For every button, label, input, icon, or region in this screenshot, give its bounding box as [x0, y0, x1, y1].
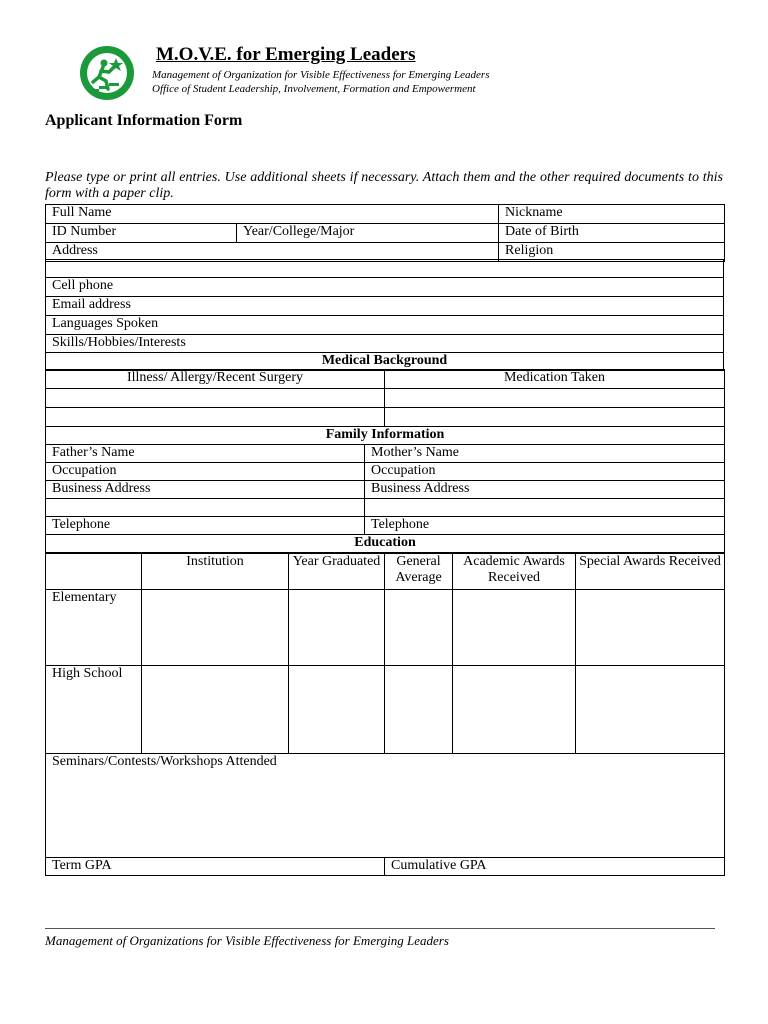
id-number-field[interactable]: ID Number [46, 224, 237, 243]
father-business-address-continuation[interactable] [46, 499, 365, 517]
mother-telephone-field[interactable]: Telephone [365, 517, 725, 535]
email-field[interactable]: Email address [46, 297, 724, 316]
family-table [45, 426, 725, 553]
elementary-average-field[interactable] [385, 590, 453, 666]
illness-column-header: Illness/ Allergy/Recent Surgery [46, 370, 385, 389]
illness-field-1[interactable] [46, 389, 385, 408]
footer-text: Management of Organizations for Visible Effectiveness for Emerging Leaders [45, 933, 449, 948]
medication-field-2[interactable] [385, 408, 725, 427]
high-school-average-field[interactable] [385, 666, 453, 754]
skills-field[interactable]: Skills/Hobbies/Interests [46, 335, 724, 353]
father-telephone-field[interactable]: Telephone [46, 517, 365, 535]
high-school-year-field[interactable] [289, 666, 385, 754]
mother-name-field[interactable]: Mother’s Name [365, 445, 725, 463]
nickname-field[interactable]: Nickname [499, 205, 725, 224]
full-name-field[interactable]: Full Name [46, 205, 499, 224]
high-school-special-awards-field[interactable] [576, 666, 725, 754]
languages-field[interactable]: Languages Spoken [46, 316, 724, 335]
seminars-gpa-table [45, 753, 725, 876]
high-school-institution-field[interactable] [142, 666, 289, 754]
father-business-address-field[interactable]: Business Address [46, 481, 365, 499]
personal-info-table [45, 204, 725, 262]
education-corner-cell [46, 554, 142, 590]
elementary-institution-field[interactable] [142, 590, 289, 666]
elementary-row-label: Elementary [46, 590, 142, 666]
form-instructions: Please type or print all entries. Use additional sheets if necessary. Attach them and the other required documents to this form with a paper clip. [45, 170, 723, 201]
address-continuation-field[interactable] [46, 260, 724, 278]
cell-phone-field[interactable]: Cell phone [46, 278, 724, 297]
family-heading: Family Information [46, 427, 725, 445]
seminars-field[interactable]: Seminars/Contests/Workshops Attended [46, 754, 725, 858]
religion-field[interactable]: Religion [499, 243, 725, 262]
father-name-field[interactable]: Father’s Name [46, 445, 365, 463]
running-figure-star-logo-icon [77, 44, 137, 102]
education-table [45, 553, 725, 754]
father-occupation-field[interactable]: Occupation [46, 463, 365, 481]
date-of-birth-field[interactable]: Date of Birth [499, 224, 725, 243]
elementary-academic-awards-field[interactable] [453, 590, 576, 666]
special-awards-column-header: Special Awards Received [576, 554, 725, 590]
medical-table [45, 369, 725, 427]
form-title: Applicant Information Form [45, 112, 243, 129]
term-gpa-field[interactable]: Term GPA [46, 858, 385, 876]
mother-occupation-field[interactable]: Occupation [365, 463, 725, 481]
footer-divider [45, 928, 715, 929]
academic-awards-column-header: Academic Awards Received [453, 554, 576, 590]
medication-column-header: Medication Taken [385, 370, 725, 389]
elementary-year-field[interactable] [289, 590, 385, 666]
year-graduated-column-header: Year Graduated [289, 554, 385, 590]
high-school-academic-awards-field[interactable] [453, 666, 576, 754]
medication-field-1[interactable] [385, 389, 725, 408]
elementary-special-awards-field[interactable] [576, 590, 725, 666]
general-average-column-header: General Average [385, 554, 453, 590]
contact-info-table [45, 259, 724, 371]
office-subtitle: Office of Student Leadership, Involvement, Formation and Empowerment [152, 83, 476, 95]
year-college-major-field[interactable]: Year/College/Major [237, 224, 499, 243]
cumulative-gpa-field[interactable]: Cumulative GPA [385, 858, 725, 876]
education-heading: Education [46, 535, 725, 553]
address-field[interactable]: Address [46, 243, 499, 262]
mother-business-address-continuation[interactable] [365, 499, 725, 517]
institution-column-header: Institution [142, 554, 289, 590]
medical-heading: Medical Background [46, 353, 724, 371]
mother-business-address-field[interactable]: Business Address [365, 481, 725, 499]
organization-subtitle: Management of Organization for Visible Effectiveness for Emerging Leaders [152, 69, 490, 81]
illness-field-2[interactable] [46, 408, 385, 427]
organization-title: M.O.V.E. for Emerging Leaders [156, 44, 416, 65]
high-school-row-label: High School [46, 666, 142, 754]
